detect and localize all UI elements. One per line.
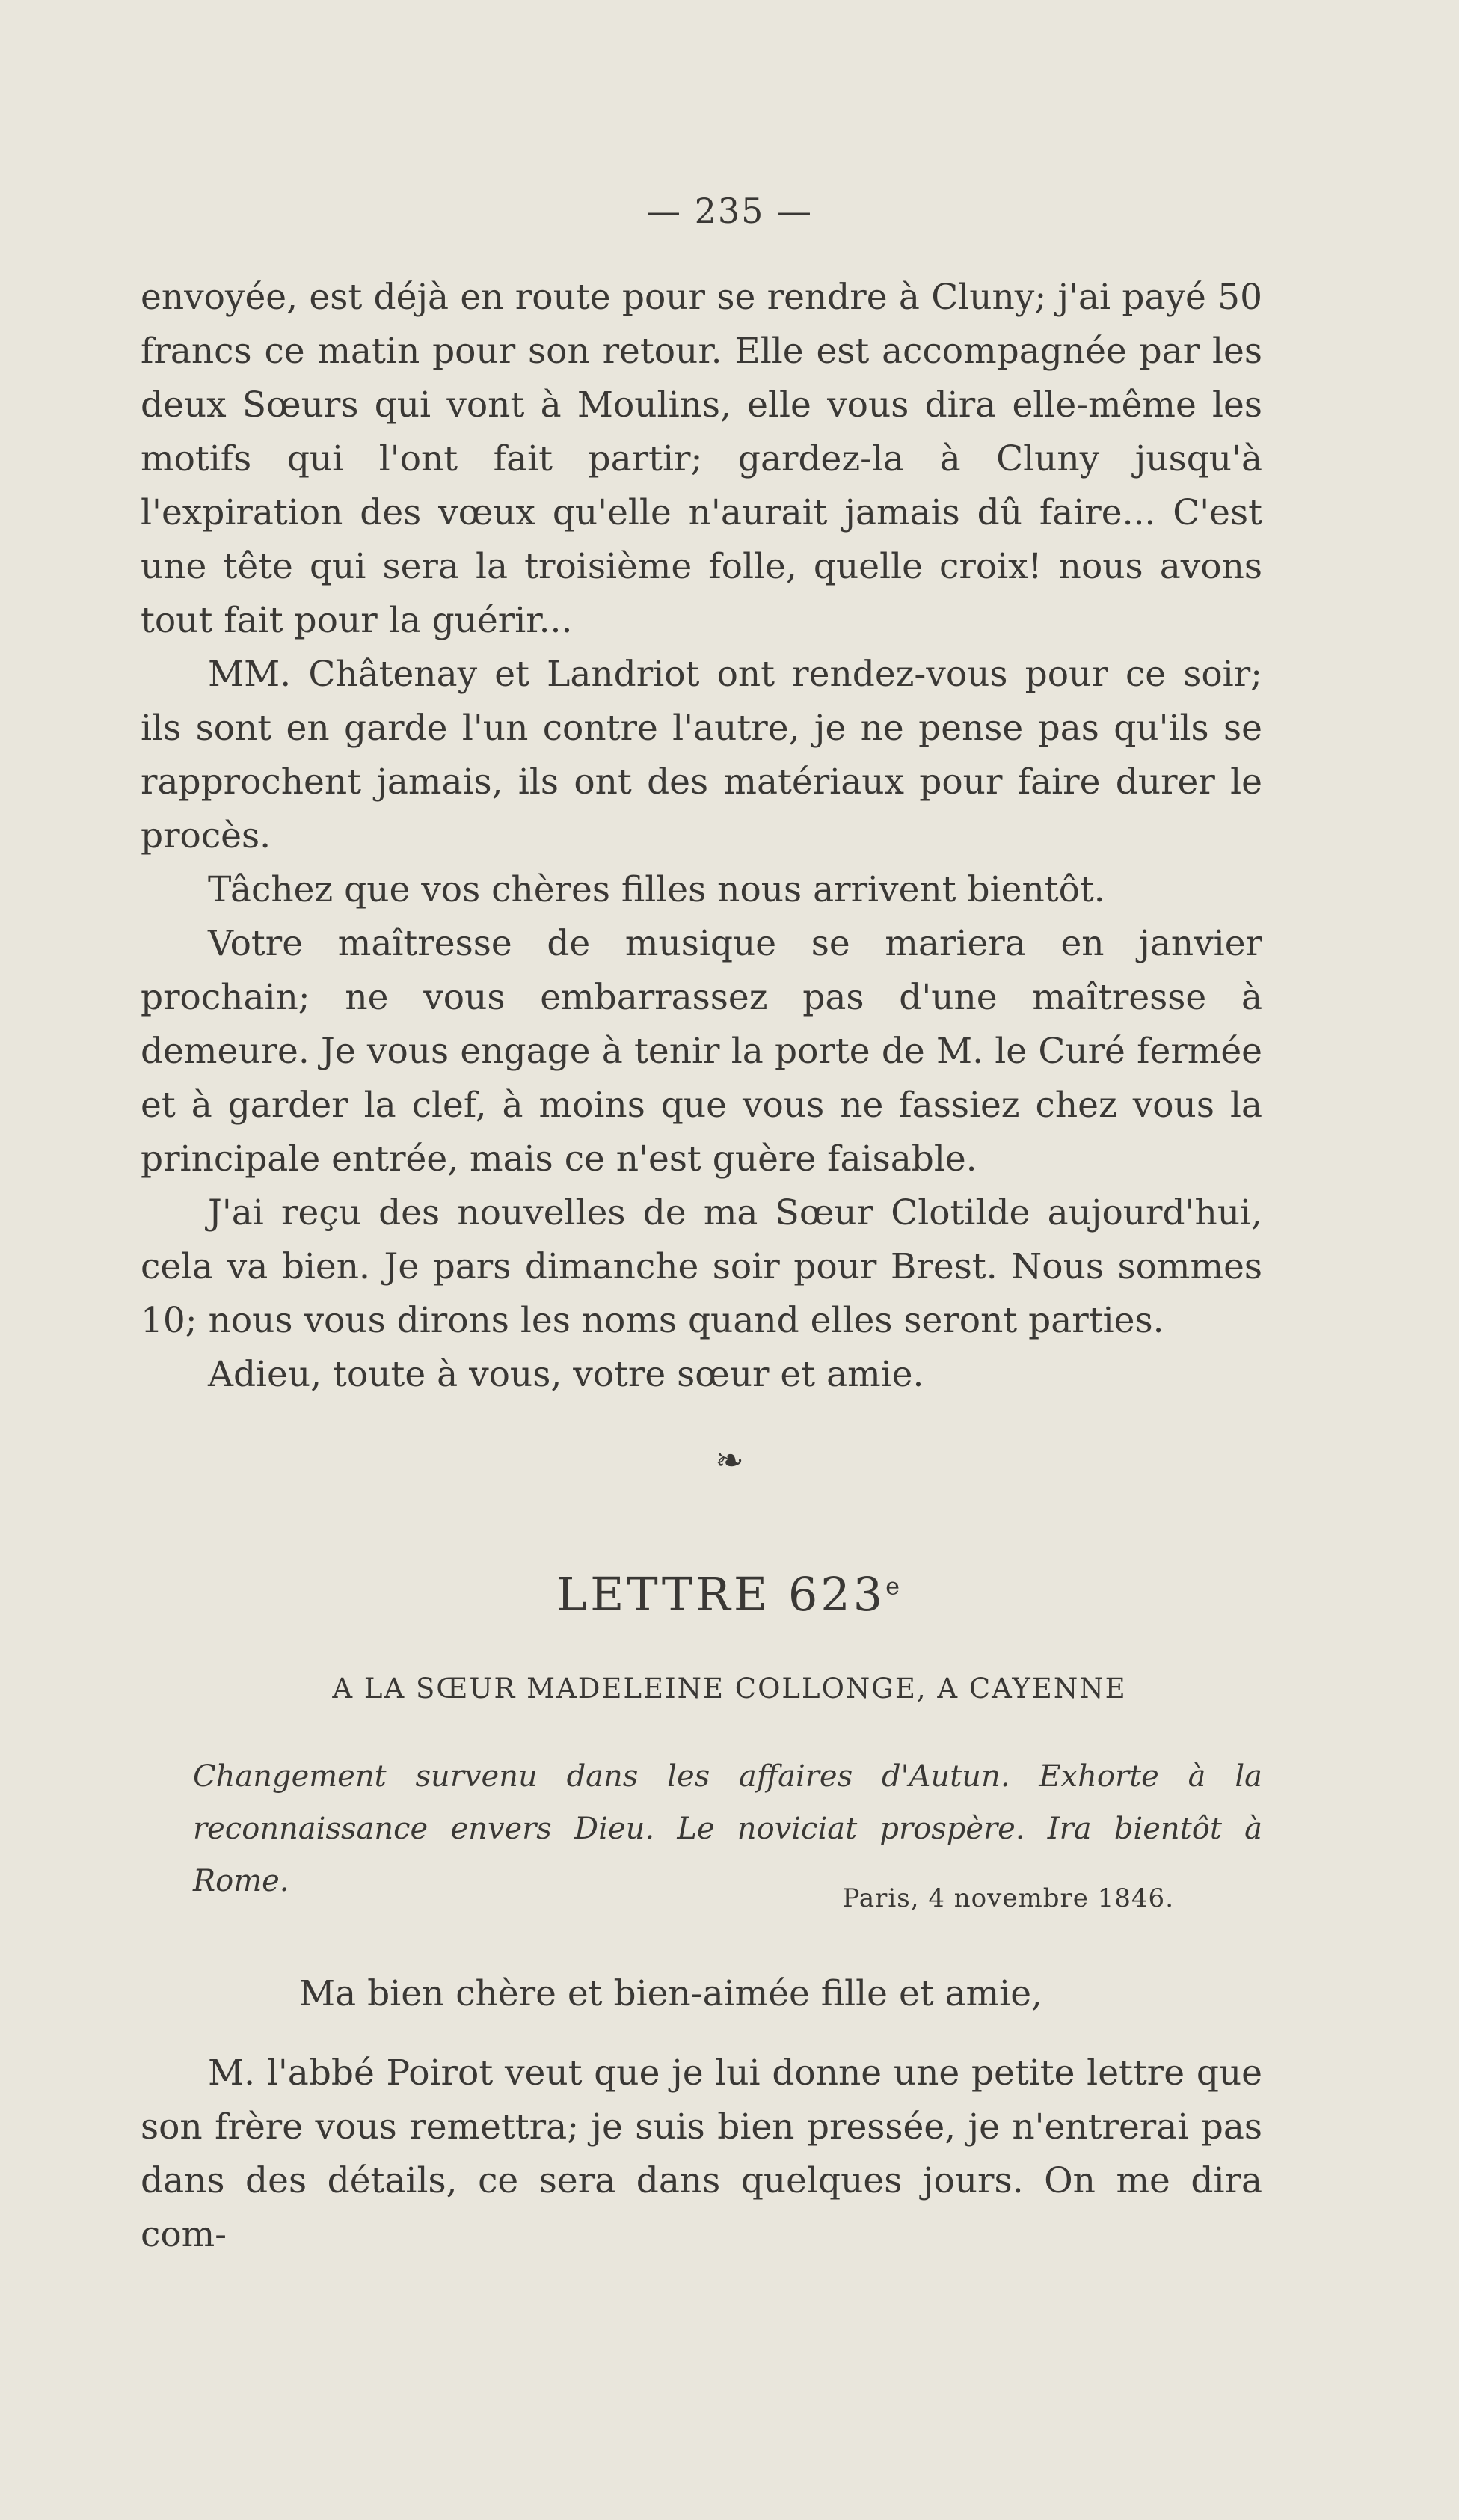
letter-body: [141, 2047, 1262, 2262]
page-number: — 235 —: [645, 191, 814, 231]
letter-title-suffix: e: [885, 1572, 903, 1601]
paragraph: Adieu, toute à vous, votre sœur et amie.: [208, 1354, 924, 1395]
letter-salutation: Ma bien chère et bien-aimée fille et amie,: [299, 1973, 1042, 2014]
letter-date: Paris, 4 novembre 1846.: [842, 1883, 1174, 1913]
letter-addressee: A LA SŒUR MADELEINE COLLONGE, A CAYENNE: [332, 1673, 1127, 1705]
letter-title: [0, 1567, 1459, 1622]
paragraph: Tâchez que vos chères filles nous arrivent bientôt.: [208, 869, 1105, 910]
paragraph: envoyée, est déjà en route pour se rendre à Cluny; j'ai payé 50 francs ce matin pour son retour. Elle est accompagnée par les deux Sœurs qui vont à Moulins, elle vous dira elle-même les motifs qui l'ont fait partir; gardez-la à Cluny jusqu'à l'expiration des vœux qu'elle n'aurait jamais dû faire... C'est une tête qui sera la troisième folle, quelle croix! nous avons tout fait pour la guérir...: [141, 277, 1262, 641]
paragraph: J'ai reçu des nouvelles de ma Sœur Clotilde aujourd'hui, cela va bien. Je pars dimanche soir pour Brest. Nous sommes 10; nous vous dirons les noms quand elles seront parties.: [141, 1192, 1262, 1341]
ornament-icon: ❧: [715, 1440, 744, 1480]
letter-title-text: LETTRE 623: [556, 1567, 886, 1622]
letter-continuation: [141, 271, 1262, 1402]
paragraph: M. l'abbé Poirot veut que je lui donne une petite lettre que son frère vous remettra; je suis bien pressée, je n'entrerai pas dans des détails, ce sera dans quelques jours. On me dira com-: [141, 2053, 1262, 2255]
paragraph: MM. Châtenay et Landriot ont rendez-vous pour ce soir; ils sont en garde l'un contre l'autre, je ne pense pas qu'ils se rapprochent jamais, ils ont des matériaux pour faire durer le procès.: [141, 654, 1262, 856]
letter-summary: Changement survenu dans les affaires d'Autun. Exhorte à la reconnaissance envers Dieu. Le noviciat prospère. Ira bientôt à Rome.: [193, 1759, 1262, 1898]
paragraph: Votre maîtresse de musique se mariera en janvier prochain; ne vous embarrassez pas d'une maîtresse à demeure. Je vous engage à tenir la porte de M. le Curé fermée et à garder la clef, à moins que vous ne fassiez chez vous la principale entrée, mais ce n'est guère faisable.: [141, 923, 1262, 1180]
